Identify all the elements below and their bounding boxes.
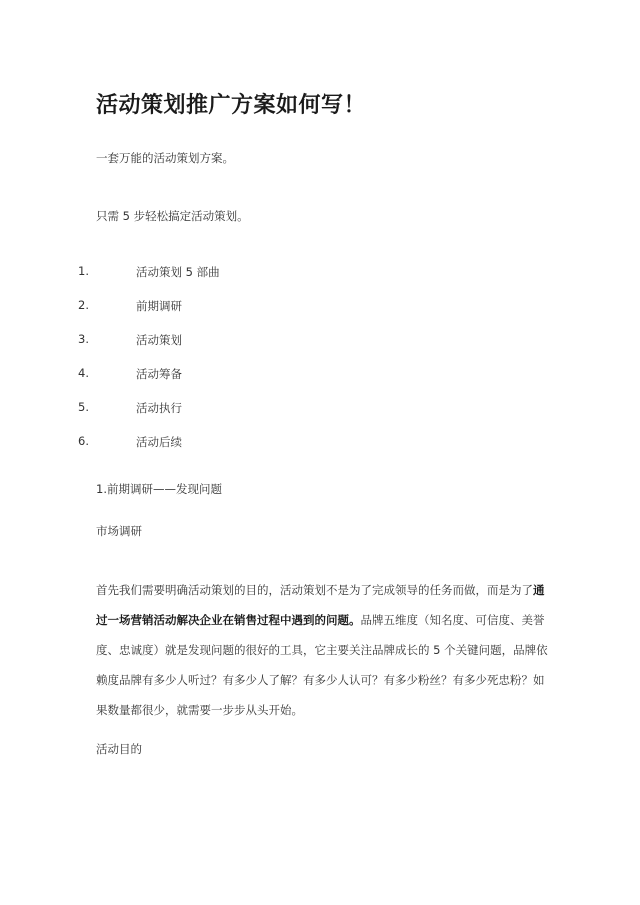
list-item <box>0 432 640 466</box>
list-item-number: 3. <box>78 332 89 346</box>
list-item <box>0 364 640 398</box>
list-item <box>0 296 640 330</box>
list-item <box>0 398 640 432</box>
list-item <box>0 262 640 296</box>
list-item-number: 4. <box>78 366 89 380</box>
list-item-label: 活动策划 5 部曲 <box>136 265 220 279</box>
list-item-number: 6. <box>78 434 89 448</box>
paragraph-text-continued: 品牌五维度（知名度、可信度、美誉度、忠诚度）就是发现问题的很好的工具，它主要关注品牌成长的 5 个关键问题，品牌依赖度品牌有多少人听过？有多少人了解？有多少人认可？有多少粉丝？有多少死忠粉？如果数量都很少，就需要一步步从头开始。 <box>96 613 548 717</box>
list-item-number: 1. <box>78 264 89 278</box>
list-item-label: 活动筹备 <box>136 367 182 381</box>
subsection-heading-goal: 活动目的 <box>96 742 142 756</box>
list-item-number: 2. <box>78 298 89 312</box>
intro-text: 只需 5 步轻松搞定活动策划。 <box>96 209 249 223</box>
subsection-heading-market: 市场调研 <box>96 524 142 538</box>
subtitle-text: 一套万能的活动策划方案。 <box>96 151 234 165</box>
list-item-label: 前期调研 <box>136 299 182 313</box>
document-title: 活动策划推广方案如何写！ <box>96 93 367 118</box>
steps-list <box>0 262 640 466</box>
list-item-label: 活动执行 <box>136 401 182 415</box>
list-item-label: 活动策划 <box>136 333 182 347</box>
list-item <box>0 330 640 364</box>
paragraph-text: 首先我们需要明确活动策划的目的，活动策划不是为了完成领导的任务而做，而是为了 <box>96 583 533 597</box>
body-paragraph <box>96 575 551 725</box>
section-heading: 1.前期调研——发现问题 <box>96 482 222 496</box>
list-item-number: 5. <box>78 400 89 414</box>
list-item-label: 活动后续 <box>136 435 182 449</box>
paragraph-bold-text: 通过一场营销活动解决企业在销售过程中遇到的问题。 <box>96 583 545 627</box>
